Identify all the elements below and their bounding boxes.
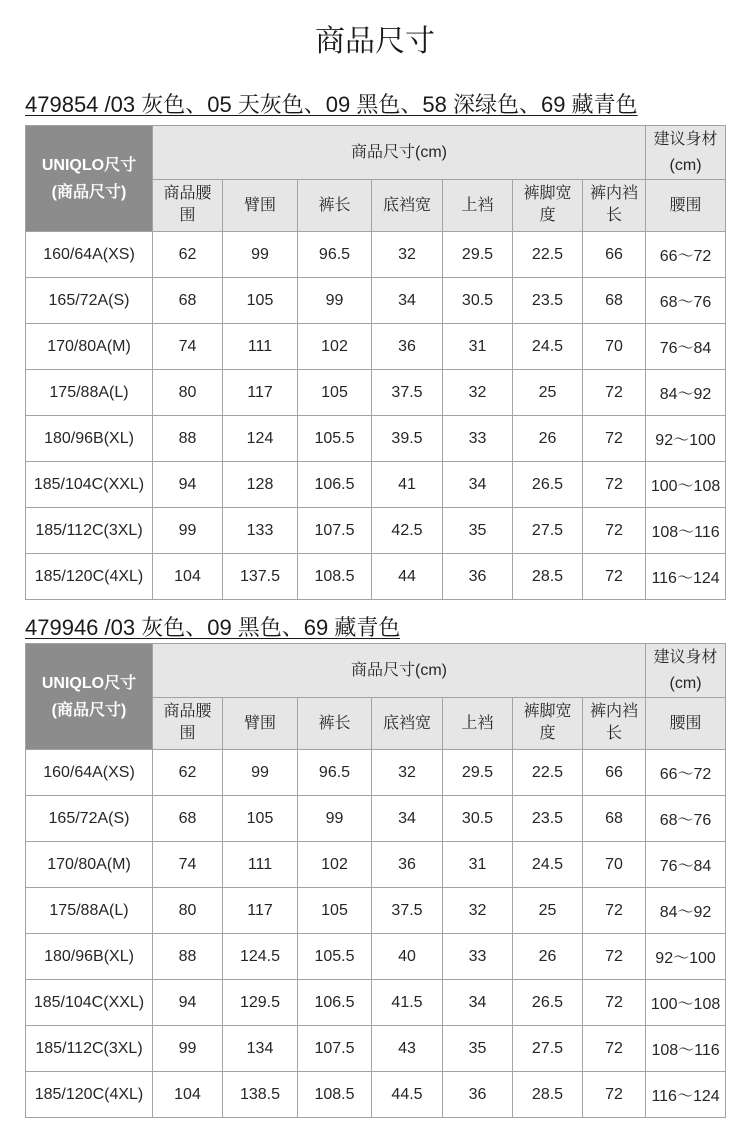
pant-length-cell: 99 — [298, 278, 372, 324]
size-table-body — [26, 750, 726, 1118]
recommended-body-unit: (cm) — [669, 674, 702, 692]
size-label-cell: 165/72A(S) — [26, 796, 153, 842]
column-header-pant-length: 裤长 — [298, 180, 372, 232]
product-size-group-header: 商品尺寸(cm) — [153, 644, 646, 698]
size-column-header — [26, 126, 153, 232]
pant-length-cell: 106.5 — [298, 980, 372, 1026]
size-label-cell: 160/64A(XS) — [26, 232, 153, 278]
inseam-cell: 72 — [583, 370, 646, 416]
recommended-waist-cell: 76～84 — [646, 842, 726, 888]
recommended-body-header — [646, 126, 726, 180]
hem-width-cell: 23.5 — [513, 796, 583, 842]
column-header-product-waist — [153, 698, 223, 750]
size-column-subtitle: (商品尺寸) — [51, 701, 127, 719]
crotch-width-cell: 37.5 — [372, 370, 443, 416]
size-row — [26, 554, 726, 600]
crotch-width-cell: 32 — [372, 750, 443, 796]
crotch-width-cell: 36 — [372, 842, 443, 888]
hem-width-cell: 27.5 — [513, 508, 583, 554]
column-header-pant-length: 裤长 — [298, 698, 372, 750]
rise-cell: 29.5 — [443, 232, 513, 278]
size-label-cell: 185/120C(4XL) — [26, 554, 153, 600]
recommended-waist-cell: 100～108 — [646, 980, 726, 1026]
size-column-subtitle: (商品尺寸) — [51, 183, 127, 201]
rise-cell: 32 — [443, 888, 513, 934]
product-waist-cell: 99 — [153, 1026, 223, 1072]
size-row — [26, 278, 726, 324]
rise-cell: 34 — [443, 980, 513, 1026]
column-label: 裤脚宽度 — [523, 702, 572, 742]
size-row — [26, 750, 726, 796]
hem-width-cell: 28.5 — [513, 1072, 583, 1118]
section-heading: 479946 /03 灰色、09 黑色、69 藏青色 — [25, 615, 401, 640]
inseam-cell: 68 — [583, 278, 646, 324]
arm-circumference-cell: 99 — [223, 750, 298, 796]
hem-width-cell: 26 — [513, 416, 583, 462]
hem-width-cell: 23.5 — [513, 278, 583, 324]
pant-length-cell: 105 — [298, 370, 372, 416]
column-label: 商品腰围 — [163, 184, 212, 224]
recommended-waist-cell: 92～100 — [646, 934, 726, 980]
hem-width-cell: 22.5 — [513, 232, 583, 278]
hem-width-cell: 24.5 — [513, 324, 583, 370]
column-label: 裤内裆长 — [590, 184, 639, 224]
hem-width-cell: 22.5 — [513, 750, 583, 796]
product-waist-cell: 80 — [153, 370, 223, 416]
pant-length-cell: 96.5 — [298, 232, 372, 278]
hem-width-cell: 25 — [513, 888, 583, 934]
rise-cell: 35 — [443, 508, 513, 554]
product-waist-cell: 80 — [153, 888, 223, 934]
crotch-width-cell: 44.5 — [372, 1072, 443, 1118]
product-waist-cell: 88 — [153, 416, 223, 462]
crotch-width-cell: 42.5 — [372, 508, 443, 554]
size-label-cell: 180/96B(XL) — [26, 416, 153, 462]
size-row — [26, 370, 726, 416]
column-label: 裤脚宽度 — [523, 184, 572, 224]
column-header-crotch-width: 底裆宽 — [372, 180, 443, 232]
inseam-cell: 72 — [583, 554, 646, 600]
hem-width-cell: 24.5 — [513, 842, 583, 888]
rise-cell: 30.5 — [443, 796, 513, 842]
column-label: 裤内裆长 — [590, 702, 639, 742]
size-column-header — [26, 644, 153, 750]
arm-circumference-cell: 129.5 — [223, 980, 298, 1026]
recommended-waist-cell: 84～92 — [646, 370, 726, 416]
size-row — [26, 232, 726, 278]
pant-length-cell: 106.5 — [298, 462, 372, 508]
size-row — [26, 1026, 726, 1072]
pant-length-cell: 107.5 — [298, 1026, 372, 1072]
pant-length-cell: 108.5 — [298, 1072, 372, 1118]
rise-cell: 36 — [443, 1072, 513, 1118]
size-column-title: UNIQLO尺寸 — [41, 156, 137, 174]
size-row — [26, 980, 726, 1026]
size-row — [26, 934, 726, 980]
size-label-cell: 170/80A(M) — [26, 842, 153, 888]
pant-length-cell: 105.5 — [298, 934, 372, 980]
inseam-cell: 72 — [583, 1026, 646, 1072]
recommended-waist-cell: 108～116 — [646, 1026, 726, 1072]
product-waist-cell: 104 — [153, 1072, 223, 1118]
size-label-cell: 180/96B(XL) — [26, 934, 153, 980]
inseam-cell: 72 — [583, 1072, 646, 1118]
column-header-product-waist — [153, 180, 223, 232]
size-table — [25, 643, 726, 1118]
recommended-waist-cell: 84～92 — [646, 888, 726, 934]
inseam-cell: 72 — [583, 934, 646, 980]
size-row — [26, 462, 726, 508]
crotch-width-cell: 36 — [372, 324, 443, 370]
size-row — [26, 1072, 726, 1118]
rise-cell: 30.5 — [443, 278, 513, 324]
arm-circumference-cell: 134 — [223, 1026, 298, 1072]
size-label-cell: 185/112C(3XL) — [26, 1026, 153, 1072]
recommended-body-unit: (cm) — [669, 156, 702, 174]
inseam-cell: 68 — [583, 796, 646, 842]
column-header-recommended-waist: 腰围 — [646, 180, 726, 232]
arm-circumference-cell: 138.5 — [223, 1072, 298, 1118]
rise-cell: 29.5 — [443, 750, 513, 796]
inseam-cell: 70 — [583, 324, 646, 370]
pant-length-cell: 99 — [298, 796, 372, 842]
pant-length-cell: 105 — [298, 888, 372, 934]
rise-cell: 33 — [443, 416, 513, 462]
inseam-cell: 70 — [583, 842, 646, 888]
crotch-width-cell: 43 — [372, 1026, 443, 1072]
column-header-recommended-waist: 腰围 — [646, 698, 726, 750]
rise-cell: 36 — [443, 554, 513, 600]
product-waist-cell: 94 — [153, 980, 223, 1026]
rise-cell: 35 — [443, 1026, 513, 1072]
size-row — [26, 888, 726, 934]
crotch-width-cell: 40 — [372, 934, 443, 980]
inseam-cell: 66 — [583, 232, 646, 278]
inseam-cell: 66 — [583, 750, 646, 796]
recommended-waist-cell: 108～116 — [646, 508, 726, 554]
recommended-body-title: 建议身材 — [653, 648, 718, 666]
product-waist-cell: 62 — [153, 232, 223, 278]
size-label-cell: 175/88A(L) — [26, 888, 153, 934]
size-table-body — [26, 232, 726, 600]
crotch-width-cell: 34 — [372, 278, 443, 324]
recommended-waist-cell: 100～108 — [646, 462, 726, 508]
page-title: 商品尺寸 — [315, 25, 435, 58]
column-header-hem-width — [513, 180, 583, 232]
arm-circumference-cell: 124 — [223, 416, 298, 462]
product-waist-cell: 68 — [153, 278, 223, 324]
section-heading: 479854 /03 灰色、05 天灰色、09 黑色、58 深绿色、69 藏青色 — [25, 92, 638, 117]
hem-width-cell: 26.5 — [513, 980, 583, 1026]
pant-length-cell: 102 — [298, 324, 372, 370]
rise-cell: 34 — [443, 462, 513, 508]
crotch-width-cell: 44 — [372, 554, 443, 600]
size-table — [25, 125, 726, 600]
product-waist-cell: 68 — [153, 796, 223, 842]
rise-cell: 31 — [443, 324, 513, 370]
size-row — [26, 796, 726, 842]
crotch-width-cell: 39.5 — [372, 416, 443, 462]
arm-circumference-cell: 111 — [223, 842, 298, 888]
recommended-waist-cell: 76～84 — [646, 324, 726, 370]
recommended-waist-cell: 92～100 — [646, 416, 726, 462]
inseam-cell: 72 — [583, 508, 646, 554]
size-label-cell: 185/112C(3XL) — [26, 508, 153, 554]
column-header-crotch-width: 底裆宽 — [372, 698, 443, 750]
hem-width-cell: 26 — [513, 934, 583, 980]
inseam-cell: 72 — [583, 980, 646, 1026]
column-header-inseam — [583, 698, 646, 750]
hem-width-cell: 27.5 — [513, 1026, 583, 1072]
crotch-width-cell: 41.5 — [372, 980, 443, 1026]
rise-cell: 33 — [443, 934, 513, 980]
size-label-cell: 165/72A(S) — [26, 278, 153, 324]
size-row — [26, 508, 726, 554]
arm-circumference-cell: 105 — [223, 278, 298, 324]
hem-width-cell: 25 — [513, 370, 583, 416]
column-header-inseam — [583, 180, 646, 232]
header-row-group — [26, 126, 726, 180]
recommended-waist-cell: 116～124 — [646, 1072, 726, 1118]
recommended-body-title: 建议身材 — [653, 130, 718, 148]
size-label-cell: 160/64A(XS) — [26, 750, 153, 796]
product-waist-cell: 74 — [153, 842, 223, 888]
crotch-width-cell: 41 — [372, 462, 443, 508]
column-header-hem-width — [513, 698, 583, 750]
size-table-header — [26, 126, 726, 232]
column-header-rise: 上裆 — [443, 180, 513, 232]
recommended-waist-cell: 68～76 — [646, 278, 726, 324]
rise-cell: 32 — [443, 370, 513, 416]
arm-circumference-cell: 124.5 — [223, 934, 298, 980]
hem-width-cell: 28.5 — [513, 554, 583, 600]
recommended-body-header — [646, 644, 726, 698]
pant-length-cell: 102 — [298, 842, 372, 888]
product-waist-cell: 99 — [153, 508, 223, 554]
column-label: 商品腰围 — [163, 702, 212, 742]
recommended-waist-cell: 116～124 — [646, 554, 726, 600]
pant-length-cell: 108.5 — [298, 554, 372, 600]
inseam-cell: 72 — [583, 416, 646, 462]
product-waist-cell: 88 — [153, 934, 223, 980]
column-header-arm-circumference: 臂围 — [223, 698, 298, 750]
crotch-width-cell: 34 — [372, 796, 443, 842]
column-header-rise: 上裆 — [443, 698, 513, 750]
arm-circumference-cell: 137.5 — [223, 554, 298, 600]
size-row — [26, 842, 726, 888]
size-row — [26, 416, 726, 462]
arm-circumference-cell: 105 — [223, 796, 298, 842]
arm-circumference-cell: 117 — [223, 370, 298, 416]
size-row — [26, 324, 726, 370]
size-column-title: UNIQLO尺寸 — [41, 674, 137, 692]
size-label-cell: 185/120C(4XL) — [26, 1072, 153, 1118]
pant-length-cell: 107.5 — [298, 508, 372, 554]
arm-circumference-cell: 111 — [223, 324, 298, 370]
size-label-cell: 175/88A(L) — [26, 370, 153, 416]
product-size-group-header: 商品尺寸(cm) — [153, 126, 646, 180]
inseam-cell: 72 — [583, 888, 646, 934]
crotch-width-cell: 37.5 — [372, 888, 443, 934]
size-label-cell: 170/80A(M) — [26, 324, 153, 370]
arm-circumference-cell: 133 — [223, 508, 298, 554]
crotch-width-cell: 32 — [372, 232, 443, 278]
product-waist-cell: 94 — [153, 462, 223, 508]
product-waist-cell: 62 — [153, 750, 223, 796]
hem-width-cell: 26.5 — [513, 462, 583, 508]
arm-circumference-cell: 128 — [223, 462, 298, 508]
arm-circumference-cell: 99 — [223, 232, 298, 278]
pant-length-cell: 105.5 — [298, 416, 372, 462]
recommended-waist-cell: 68～76 — [646, 796, 726, 842]
recommended-waist-cell: 66～72 — [646, 750, 726, 796]
product-waist-cell: 74 — [153, 324, 223, 370]
column-header-arm-circumference: 臂围 — [223, 180, 298, 232]
arm-circumference-cell: 117 — [223, 888, 298, 934]
size-label-cell: 185/104C(XXL) — [26, 980, 153, 1026]
header-row-group — [26, 644, 726, 698]
recommended-waist-cell: 66～72 — [646, 232, 726, 278]
size-label-cell: 185/104C(XXL) — [26, 462, 153, 508]
rise-cell: 31 — [443, 842, 513, 888]
size-table-header — [26, 644, 726, 750]
inseam-cell: 72 — [583, 462, 646, 508]
pant-length-cell: 96.5 — [298, 750, 372, 796]
product-waist-cell: 104 — [153, 554, 223, 600]
